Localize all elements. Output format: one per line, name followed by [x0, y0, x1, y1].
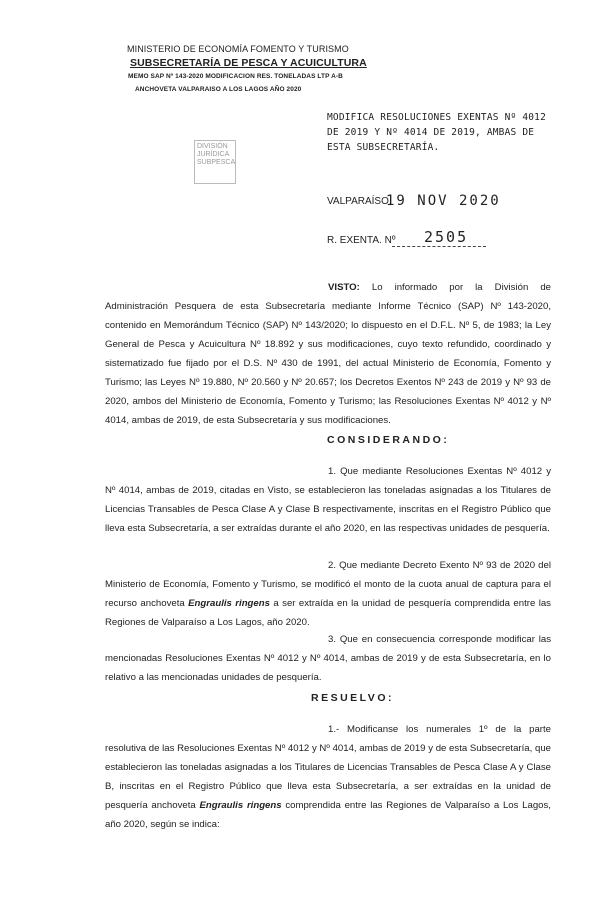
visto-lead: VISTO: — [328, 282, 360, 293]
document-title: MODIFICA RESOLUCIONES EXENTAS Nº 4012 DE 2019 Y Nº 4014 DE 2019, AMBAS DE ESTA SUBSECRETARÍA. — [327, 112, 547, 153]
considerando-heading: CONSIDERANDO: — [327, 434, 450, 446]
ministry-name: MINISTERIO DE ECONOMÍA FOMENTO Y TURISMO — [127, 44, 349, 54]
document-date: 19 NOV 2020 — [386, 193, 501, 209]
species-name: Engraulis ringens — [199, 800, 282, 811]
memo-reference: MEMO SAP Nº 143-2020 MODIFICACION RES. TONELADAS LTP A-B — [128, 73, 343, 80]
considerando-item-3: 3. Que en consecuencia corresponde modificar las mencionadas Resoluciones Exentas Nº 4012 y Nº 4014, ambas de 2019 y de esta Subsecretaría, en lo relativo a las mencionadas unidades de pesquería. — [105, 634, 551, 683]
stamp-line: DIVISIÓN — [197, 143, 228, 150]
considerando-item-2: 2. Que mediante Decreto Exento Nº 93 de 2020 del Ministerio de Economía, Fomento y Turismo, se modificó el monto de la cuota anual de captura para el recurso anchoveta Engraulis ringens a ser extraída en la unidad de pesquería comprendida entre las Regiones de Valparaíso a Los Lagos, año 2020. — [105, 560, 551, 628]
exenta-number: 2505 — [424, 228, 469, 246]
visto-paragraph — [105, 278, 551, 430]
resuelvo-item-1: 1.- Modificanse los numerales 1º de la parte resolutiva de las Resoluciones Exentas Nº 4012 y Nº 4014, ambas de 2019 y de esta Subsecretaría, que establecieron las toneladas asignadas a los Titulares de Licencias Transables de Pesca Clase A y Clase B, inscritas en el Registro Público que lleva esta Subsecretaría, a ser extraídas en la unidad de pesquería anchoveta Engraulis ringens comprendida entre las Regiones de Valparaíso a Los Lagos, año 2020, según se indica: — [105, 724, 551, 830]
stamp-line: SUBPESCA — [197, 159, 236, 166]
place-label: VALPARAÍSO, — [327, 196, 392, 207]
exenta-label: R. EXENTA. Nº — [327, 235, 396, 246]
subsecretaria-name: SUBSECRETARÍA DE PESCA Y ACUICULTURA — [130, 57, 367, 69]
species-name: Engraulis ringens — [188, 598, 270, 609]
stamp-line: JURÍDICA — [197, 151, 230, 158]
resuelvo-heading: RESUELVO: — [311, 692, 394, 704]
division-stamp — [194, 140, 236, 184]
visto-text: Lo informado por la División de Administración Pesquera de esta Subsecretaría mediante Informe Técnico (SAP) Nº 143-2020, contenido en Memorándum Técnico (SAP) Nº 143/2020; lo dispuesto en el D.F.L. Nº 5, de 1983; la Ley General de Pesca y Acuicultura Nº 18.892 y sus modificaciones, cuyo texto refundido, coordinado y sistematizado fue fijado por el D.S. Nº 430 de 1991, del actual Ministerio de Economía, Fomento y Turismo; las Leyes Nº 19.880, Nº 20.560 y Nº 20.657; los Decretos Exentos Nº 243 de 2019 y Nº 93 de 2020, ambos del Ministerio de Economía, Fomento y Turismo; las Resoluciones Exentas Nº 4012 y Nº 4014, ambas de 2019, de esta Subsecretaría y sus modificaciones. — [105, 282, 551, 426]
considerando-item-1: 1. Que mediante Resoluciones Exentas Nº 4012 y Nº 4014, ambas de 2019, citadas en Visto, se establecieron las toneladas asignadas a los Titulares de Licencias Transables de Pesca Clase A y Clase B respectivamente, inscritas en el Registro Público que lleva esta Subsecretaría, a ser extraídas durante el año 2020, en las respectivas unidades de pesquería. — [105, 466, 551, 534]
exenta-underline — [392, 246, 486, 247]
anchoveta-reference: ANCHOVETA VALPARAISO A LOS LAGOS AÑO 2020 — [135, 86, 302, 93]
